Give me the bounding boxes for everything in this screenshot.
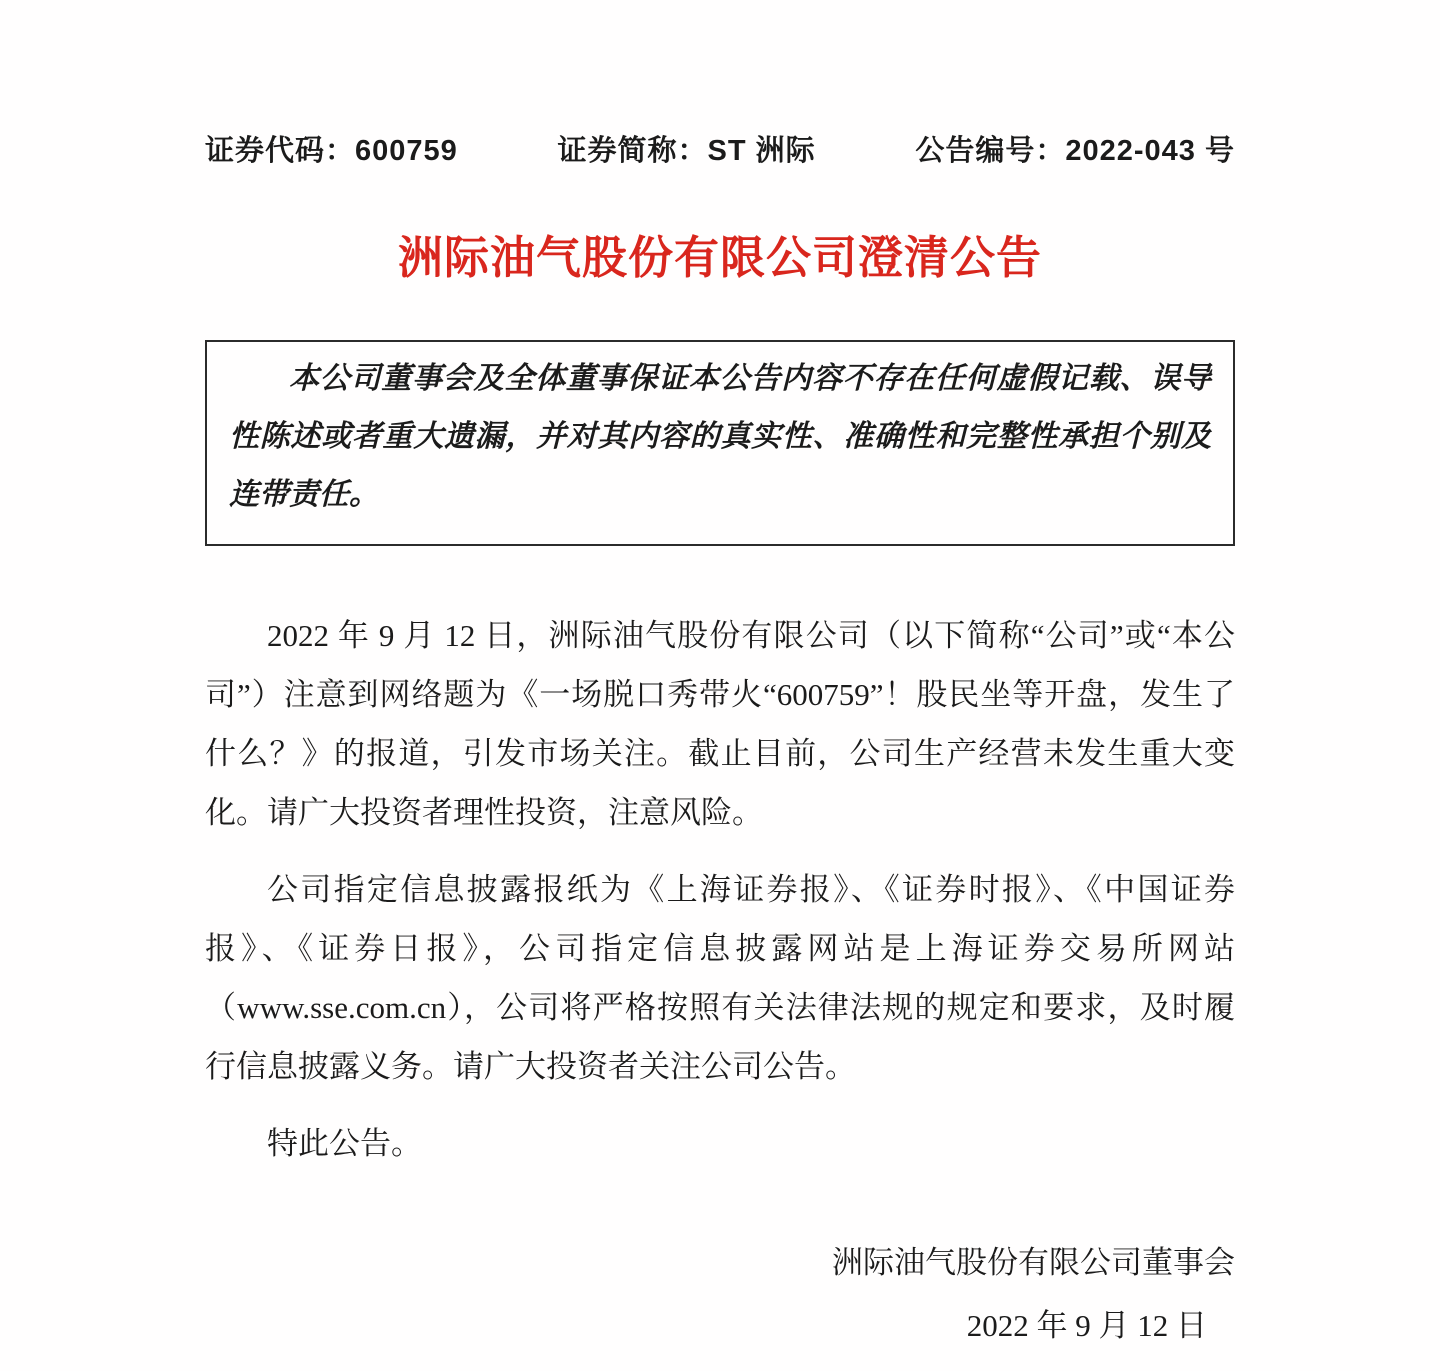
signature-date: 2022 年 9 月 12 日 xyxy=(966,1308,1207,1343)
stock-code-label: 证券代码：600759 xyxy=(205,135,458,167)
page-content xyxy=(205,0,1235,1344)
signature-block xyxy=(205,1245,1235,1344)
stock-short-name-label: 证券简称：ST 洲际 xyxy=(557,135,816,167)
closing-statement: 特此公告。 xyxy=(267,1126,422,1161)
announcement-number-label: 公告编号：2022-043 号 xyxy=(915,135,1235,167)
board-disclaimer-box: 本公司董事会及全体董事保证本公告内容不存在任何虚假记载、误导性陈述或者重大遗漏，并对其内容的真实性、准确性和完整性承担个别及连带责任。 xyxy=(205,340,1235,546)
body-paragraph: 2022 年 9 月 12 日，洲际油气股份有限公司（以下简称“公司”或“本公司”）注意到网络题为《一场脱口秀带火“600759”！股民坐等开盘，发生了什么？》的报道，引发市场关注。截止目前，公司生产经营未发生重大变化。请广大投资者理性投资，注意风险。 xyxy=(205,618,1235,830)
body-paragraph: 公司指定信息披露报纸为《上海证券报》、《证券时报》、《中国证券报》、《证券日报》，公司指定信息披露网站是上海证券交易所网站（www.sse.com.cn），公司将严格按照有关法律法规的规定和要求，及时履行信息披露义务。请广大投资者关注公司公告。 xyxy=(205,872,1235,1084)
announcement-body xyxy=(205,606,1235,1173)
document-header-row xyxy=(205,128,1235,169)
signature-company: 洲际油气股份有限公司董事会 xyxy=(832,1245,1235,1280)
page-title: 洲际油气股份有限公司澄清公告 xyxy=(397,232,1042,283)
